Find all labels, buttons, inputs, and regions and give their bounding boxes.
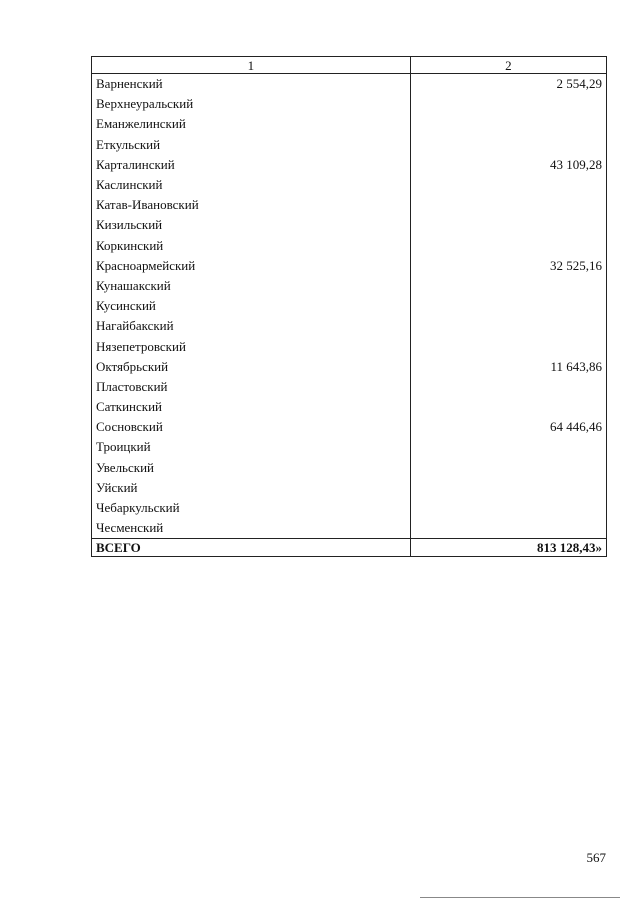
table-row: [92, 498, 607, 518]
table-header-row: [92, 57, 607, 74]
district-value: [410, 316, 606, 336]
district-name: Коркинский: [92, 236, 411, 256]
table-row: [92, 478, 607, 498]
table-row: [92, 377, 607, 397]
table-row: [92, 316, 607, 336]
district-name: Троицкий: [92, 437, 411, 457]
table-row: [92, 135, 607, 155]
table-row: [92, 518, 607, 539]
district-value: 11 643,86: [410, 357, 606, 377]
district-value: [410, 478, 606, 498]
table-row: [92, 175, 607, 195]
district-name: Варненский: [92, 74, 411, 95]
table-row: [92, 458, 607, 478]
district-name: Саткинский: [92, 397, 411, 417]
district-name: Пластовский: [92, 377, 411, 397]
district-value: [410, 498, 606, 518]
district-name: Уйский: [92, 478, 411, 498]
district-name: Кусинский: [92, 296, 411, 316]
district-value: [410, 175, 606, 195]
district-value: [410, 215, 606, 235]
district-name: Октябрьский: [92, 357, 411, 377]
district-name: Карталинский: [92, 155, 411, 175]
column-header-2: 2: [410, 57, 606, 74]
table-row: [92, 74, 607, 95]
total-value: 813 128,43»: [410, 539, 606, 557]
district-name: Нязепетровский: [92, 336, 411, 356]
bottom-rule: [420, 897, 620, 898]
total-row: [92, 539, 607, 557]
district-name: Каслинский: [92, 175, 411, 195]
district-value: [410, 377, 606, 397]
district-value: [410, 236, 606, 256]
page-number: 567: [586, 850, 606, 865]
district-value: 43 109,28: [410, 155, 606, 175]
column-header-1: 1: [92, 57, 411, 74]
table-body: [92, 74, 607, 539]
table-row: [92, 94, 607, 114]
district-value: [410, 135, 606, 155]
table-row: [92, 336, 607, 356]
total-label: ВСЕГО: [92, 539, 411, 557]
table-row: [92, 437, 607, 457]
district-value: [410, 94, 606, 114]
district-value: 32 525,16: [410, 256, 606, 276]
table-row: [92, 276, 607, 296]
district-name: Еманжелинский: [92, 114, 411, 134]
district-name: Чебаркульский: [92, 498, 411, 518]
table-row: [92, 236, 607, 256]
district-value: [410, 518, 606, 539]
table-row: [92, 114, 607, 134]
district-name: Кунашакский: [92, 276, 411, 296]
district-value: [410, 397, 606, 417]
table-row: [92, 195, 607, 215]
district-name: Катав-Ивановский: [92, 195, 411, 215]
district-value: 64 446,46: [410, 417, 606, 437]
data-table: [91, 56, 607, 557]
table-row: [92, 417, 607, 437]
table-row: [92, 296, 607, 316]
district-value: [410, 276, 606, 296]
district-value: [410, 336, 606, 356]
district-name: Кизильский: [92, 215, 411, 235]
district-value: [410, 114, 606, 134]
district-name: Сосновский: [92, 417, 411, 437]
table-row: [92, 256, 607, 276]
district-name: Нагайбакский: [92, 316, 411, 336]
district-name: Еткульский: [92, 135, 411, 155]
district-value: [410, 195, 606, 215]
table-row: [92, 397, 607, 417]
table-row: [92, 357, 607, 377]
district-name: Красноармейский: [92, 256, 411, 276]
district-value: [410, 458, 606, 478]
district-name: Верхнеуральский: [92, 94, 411, 114]
district-value: [410, 437, 606, 457]
district-name: Увельский: [92, 458, 411, 478]
district-value: [410, 296, 606, 316]
table-row: [92, 155, 607, 175]
district-name: Чесменский: [92, 518, 411, 539]
table-row: [92, 215, 607, 235]
district-value: 2 554,29: [410, 74, 606, 95]
